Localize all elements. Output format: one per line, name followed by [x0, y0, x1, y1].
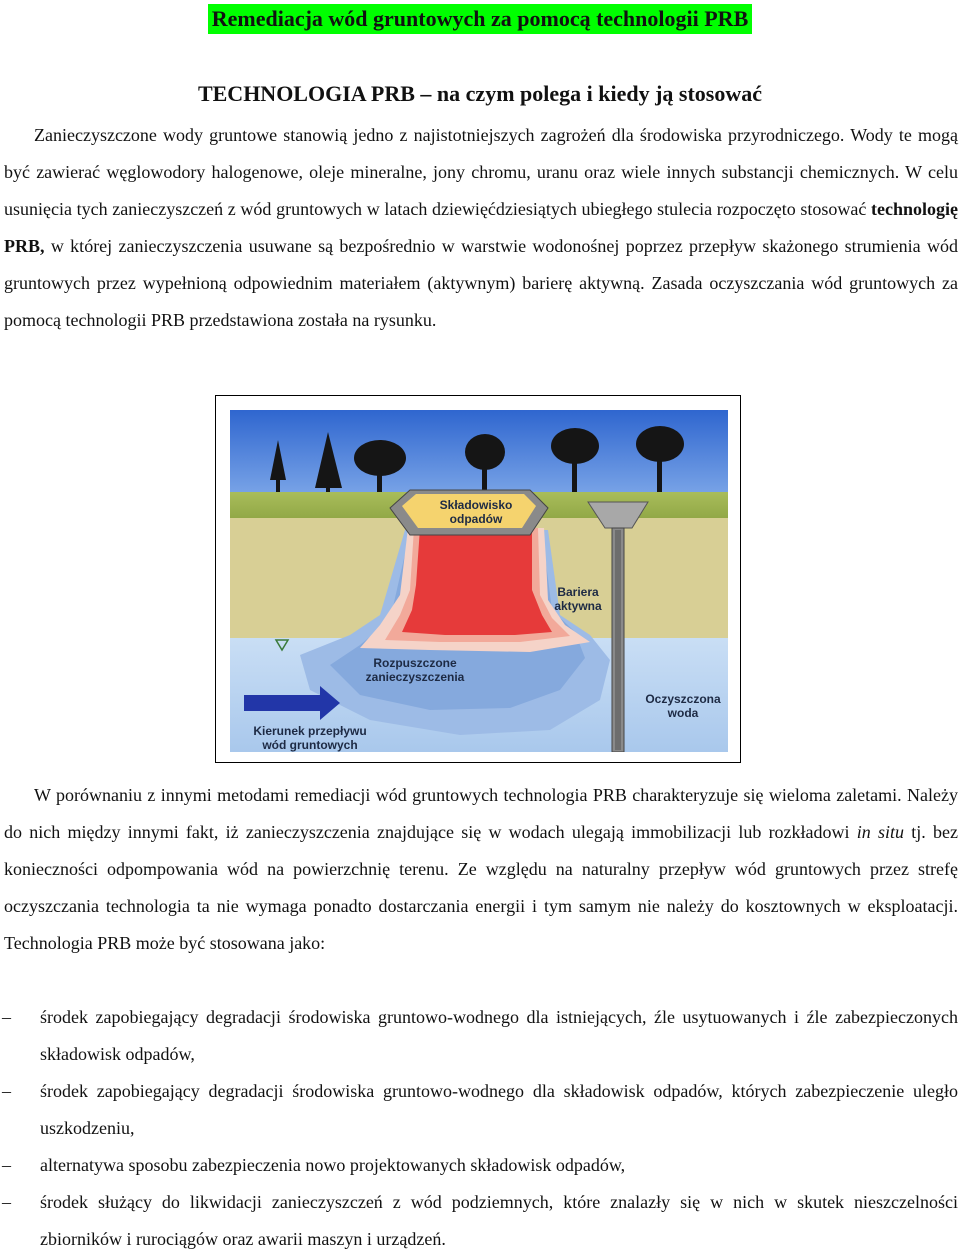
list-item-text: środek zapobiegający degradacji środowiska gruntowo-wodnego dla składowisk odpadów, których zabezpieczenie uległo uszkodzeniu,: [40, 1081, 958, 1138]
barrier-label-line2: aktywna: [554, 599, 602, 613]
clean-water-label-line1: Oczyszczona: [645, 692, 721, 706]
prb-diagram-svg: [230, 410, 728, 752]
list-item-text: środek służący do likwidacji zanieczyszczeń z wód podziemnych, które znalazły się w nich w skutek nieszczelności zbiorników i rurociągów oraz awarii maszyn i urządzeń.: [40, 1192, 958, 1249]
intro-bold-text: technologię PRB,: [4, 199, 958, 256]
barrier-label-line1: Bariera: [557, 585, 599, 599]
flow-label-line1: Kierunek przepływu: [253, 724, 367, 738]
advantages-paragraph: [4, 777, 958, 962]
section-heading: TECHNOLOGIA PRB – na czym polega i kiedy ją stosować: [197, 81, 763, 106]
page-title: Remediacja wód gruntowych za pomocą technologii PRB: [208, 4, 753, 34]
applications-list: [0, 999, 958, 1258]
advantages-text-1: W porównaniu z innymi metodami remediacji wód gruntowych technologia PRB charakteryzuje się wieloma zaletami. Należy do nich między innymi fakt, iż zanieczyszczenia znajdujące się w wodach ulegają immobilizacji lub rozkładowi: [4, 785, 958, 842]
intro-paragraph: [4, 117, 958, 339]
dash-bullet: –: [2, 1081, 11, 1101]
clean-water-label-line2: woda: [667, 706, 699, 720]
list-item: [0, 1073, 958, 1147]
list-item: [0, 1147, 958, 1184]
dash-bullet: –: [2, 1192, 11, 1212]
flow-label-line2: wód gruntowych: [262, 738, 358, 752]
prb-diagram: [215, 395, 741, 763]
list-item-text: alternatywa sposobu zabezpieczenia nowo projektowanych składowisk odpadów,: [40, 1155, 626, 1175]
dissolved-label-line1: Rozpuszczone: [373, 656, 457, 670]
dissolved-label-line2: zanieczyszczenia: [365, 670, 465, 684]
list-item-text: środek zapobiegający degradacji środowiska gruntowo-wodnego dla istniejących, źle usytuowanych i źle zabezpieczonych składowisk odpadów,: [40, 1007, 958, 1064]
advantages-text-2: tj. bez konieczności odpompowania wód na powierzchnię terenu. Ze względu na naturalny przepływ wód gruntowych przez strefę oczyszczania technologia ta nie wymaga ponadto dostarczania energii i tym samym nie należy do kosztownych w eksploatacji. Technologia PRB może być stosowana jako:: [4, 822, 958, 953]
title-container: [0, 4, 960, 34]
dash-bullet: –: [2, 1007, 11, 1027]
intro-text-1: Zanieczyszczone wody gruntowe stanowią jedno z najistotniejszych zagrożeń dla środowiska przyrodniczego. Wody te mogą być zawierać węglowodory halogenowe, oleje mineralne, jony chromu, uranu oraz wiele innych substancji chemicznych. W celu usunięcia tych zanieczyszczeń z wód gruntowych w latach dziewięćdziesiątych ubiegłego stulecia rozpoczęto stosować: [4, 125, 958, 219]
landfill-label-line2: odpadów: [449, 512, 503, 526]
landfill-label-line1: Składowisko: [439, 498, 513, 512]
list-item: [0, 1184, 958, 1258]
list-item: [0, 999, 958, 1073]
advantages-italic-text: in situ: [856, 822, 905, 842]
dash-bullet: –: [2, 1155, 11, 1175]
intro-text-2: w której zanieczyszczenia usuwane są bezpośrednio w warstwie wodonośnej poprzez przepływ skażonego strumienia wód gruntowych przez wypełnioną odpowiednim materiałem (aktywnym) barierę aktywną. Zasada oczyszczania wód gruntowych za pomocą technologii PRB przedstawiona została na rysunku.: [4, 236, 958, 330]
